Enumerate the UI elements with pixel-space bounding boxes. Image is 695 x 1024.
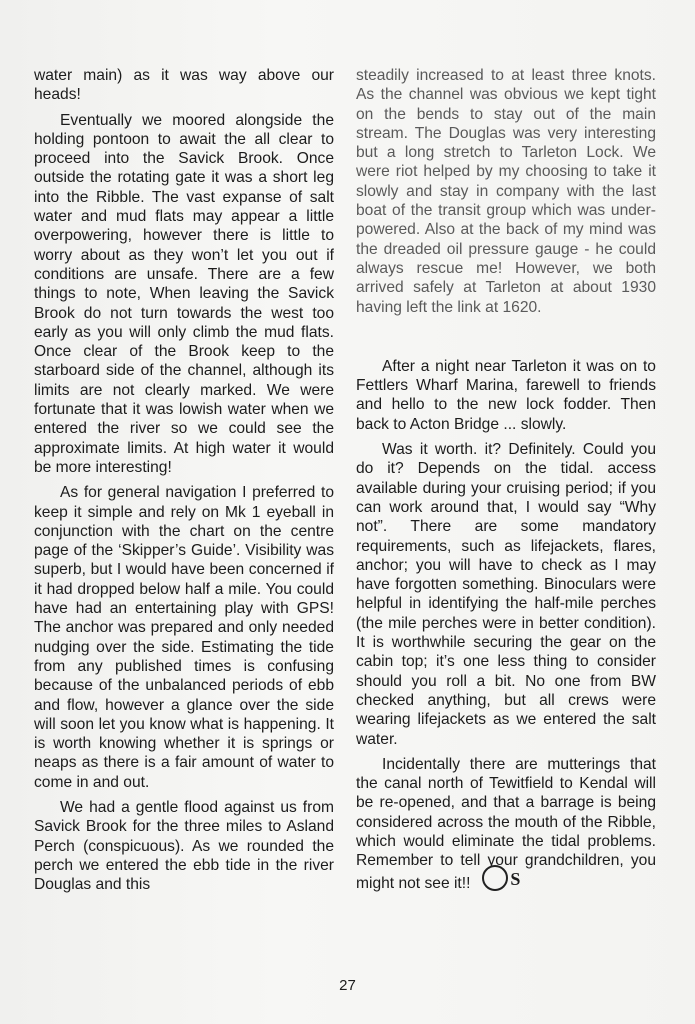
right-column (356, 66, 656, 903)
right-paragraph-2: After a night near Tarleton it was on to Fettlers Wharf Marina, farewell to friends and hello to the new lock fodder. Then back to Acton Bridge ... slowly. (356, 357, 656, 433)
page-number: 27 (339, 977, 356, 994)
paragraph-gap (356, 323, 656, 357)
right-paragraph-4 (356, 755, 656, 897)
left-column (34, 66, 334, 900)
right-paragraph-1: steadily increased to at least three knots. As the channel was obvious we kept tight on the bends to stay out of the main stream. The Douglas was very interesting but a long stretch to Tarleton Lock. We were riot helped by my choosing to take it slowly and stay in company with the last boat of the transit group which was under-powered. Also at the back of my mind was the dreaded oil pressure gauge - he could always rescue me! However, we both arrived safely at Tarleton at about 1930 having left the link at 1620. (356, 67, 656, 316)
right-paragraph-3: Was it worth. it? Definitely. Could you do it? Depends on the tidal. access available during your cruising period; if you can work around that, I would say “Why not”. There are some mandatory requirements, such as lifejackets, flares, anchor; you will have to check as I may have forgotten something. Binoculars were helpful in identifying the half-mile perches (the mile perches were in better condition). It is worthwhile securing the gear on the cabin top; it’s one less thing to consider should you roll a bit. No one from BW checked anything, but all crews were wearing lifejackets as we entered the salt water. (356, 441, 656, 748)
left-paragraph-2: Eventually we moored alongside the holding pontoon to await the all clear to proceed into the Savick Brook. Once outside the rotating gate it was a short leg into the Ribble. The vast expanse of salt water and mud flats may appear a little overpowering, however there is little to worry about as they won’t let you out if conditions are unsafe. There are a few things to note, When leaving the Savick Brook do not turn towards the west too early as you will only climb the mud flats. Once clear of the Brook keep to the starboard side of the channel, although its limits are not clearly marked. We were fortunate that it was lowish water when we entered the river so we could see the approximate limits. At high water it would be more interesting! (34, 111, 334, 476)
left-paragraph-3: As for general navigation I preferred to keep it simple and rely on Mk 1 eyeball in conjunction with the chart on the centre page of the ‘Skipper’s Guide’. Visibility was superb, but I would have been concerned if it had dropped below half a mile. You could have had an entertaining play with GPS! The anchor was prepared and only needed nudging over the side. Estimating the tide from any published times is confusing because of the unbalanced periods of ebb and flow, however a glance over the side will soon let you know what is happening. It is worth knowing whether it is springs or neaps as there is a fair amount of water to come in and out. (34, 484, 334, 791)
left-paragraph-1: water main) as it was way above our heads! (34, 67, 334, 104)
right-paragraph-4-text: Incidentally there are mutterings that the canal north of Tewitfield to Kendal will be re-opened, and that a barrage is being considered across the mouth of the Ribble, which would eliminate the tidal problems. Remember to tell your grandchildren, you might not see it!! (356, 755, 656, 892)
end-mark-logo-icon: S (482, 865, 508, 891)
left-paragraph-4: We had a gentle flood against us from Savick Brook for the three miles to Asland Perch (conspicuous). As we rounded the perch we entered the ebb tide in the river Douglas and this (34, 798, 334, 894)
